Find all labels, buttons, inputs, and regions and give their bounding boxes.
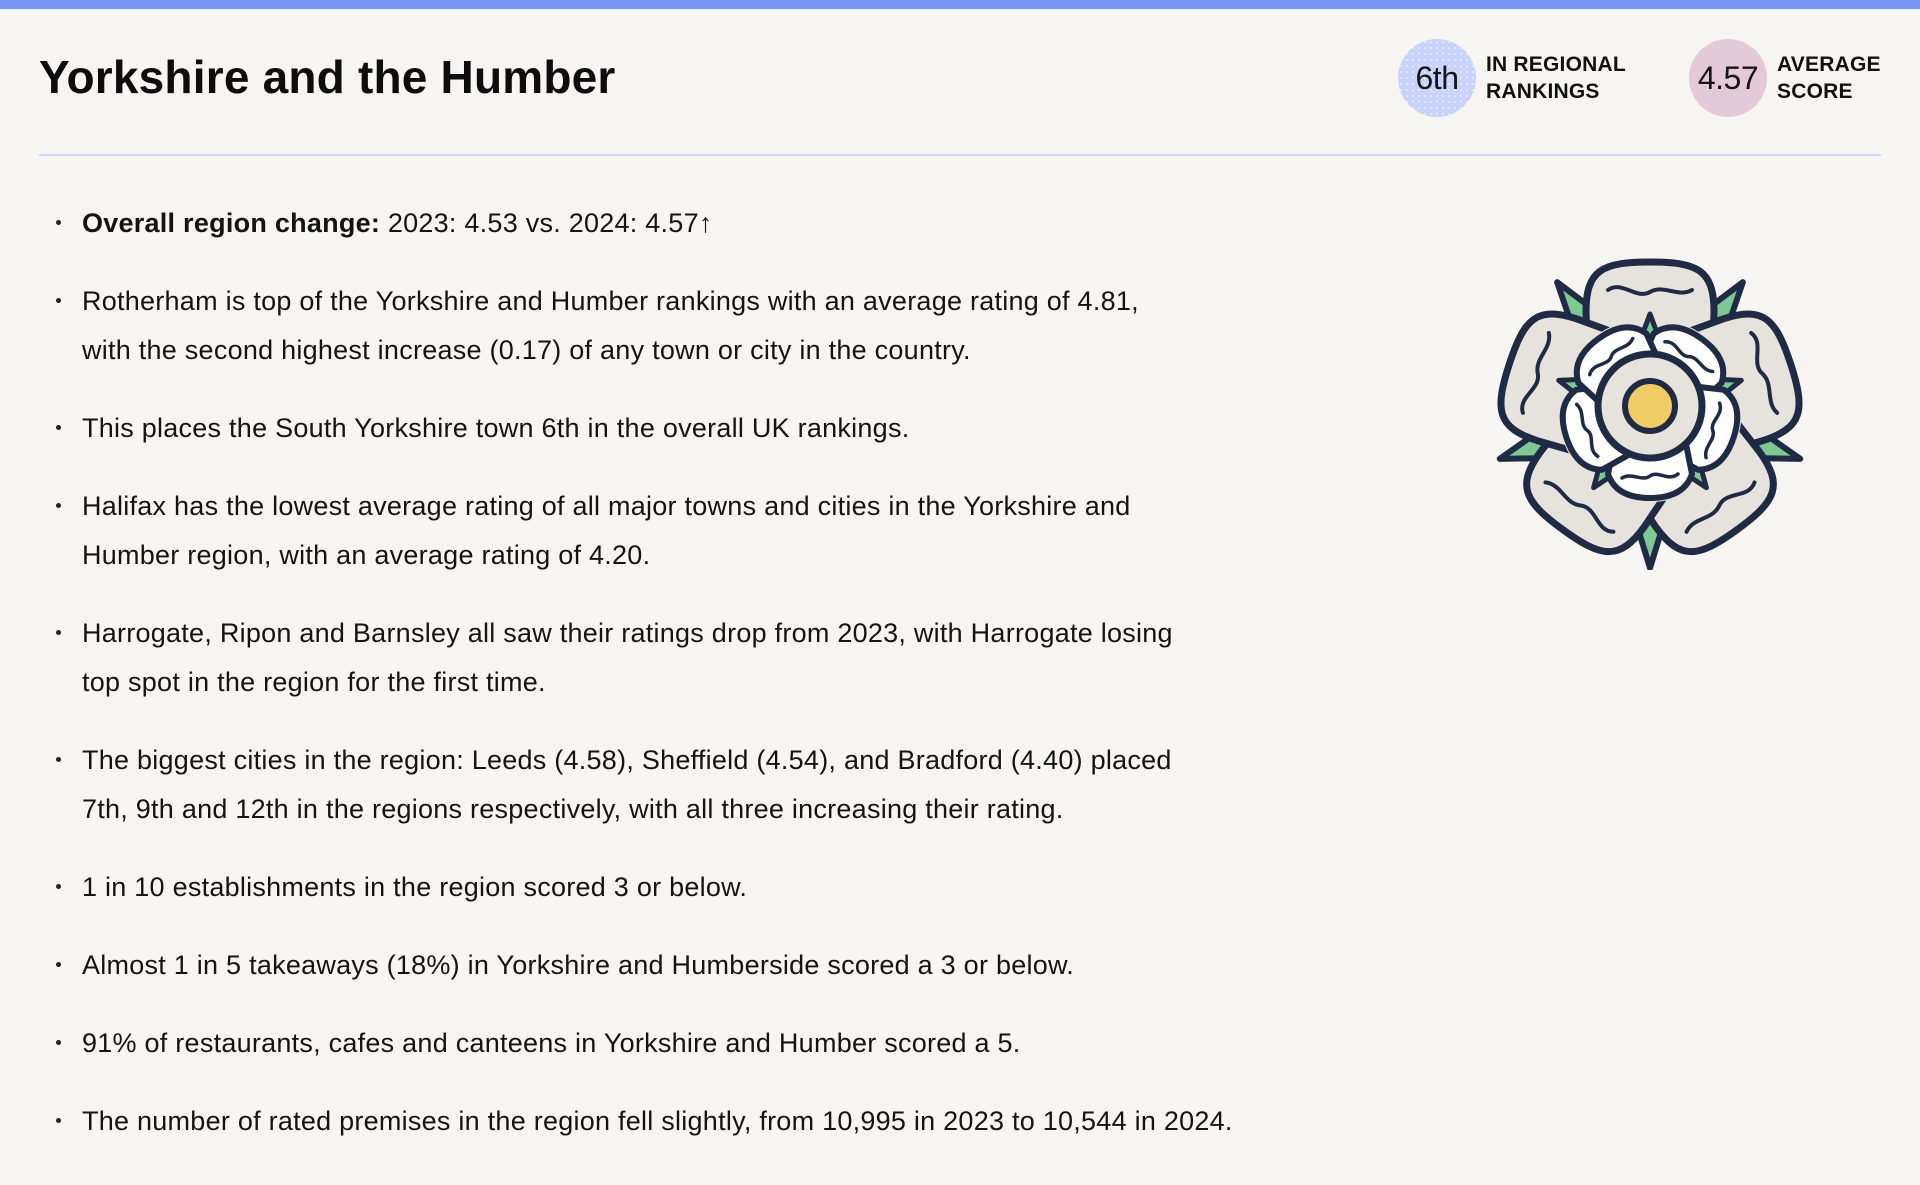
list-item bbox=[50, 736, 1450, 834]
header-divider bbox=[39, 154, 1881, 156]
score-label-line1: AVERAGE bbox=[1777, 53, 1881, 76]
bullet-icon bbox=[56, 298, 61, 303]
list-item-line bbox=[82, 199, 1450, 248]
list-item-bold-label: Overall region change: bbox=[82, 208, 381, 238]
bullet-icon bbox=[56, 1118, 61, 1123]
bullet-icon bbox=[56, 630, 61, 635]
bullet-icon bbox=[56, 220, 61, 225]
score-label-line2: SCORE bbox=[1777, 80, 1853, 103]
list-item bbox=[50, 404, 1450, 453]
list-item-line: 1 in 10 establishments in the region scored 3 or below. bbox=[82, 872, 748, 902]
list-item bbox=[50, 277, 1450, 375]
bullet-icon bbox=[56, 425, 61, 430]
bullet-icon bbox=[56, 884, 61, 889]
list-item bbox=[50, 1097, 1450, 1146]
list-item bbox=[50, 1019, 1450, 1068]
list-item-line: Harrogate, Ripon and Barnsley all saw their ratings drop from 2023, with Harrogate losing bbox=[82, 618, 1173, 648]
average-score-stat bbox=[1689, 38, 1881, 118]
list-item bbox=[50, 863, 1450, 912]
list-item-line: The number of rated premises in the region fell slightly, from 10,995 in 2023 to 10,544 in 2024. bbox=[82, 1106, 1233, 1136]
ranking-label-line1: IN REGIONAL bbox=[1486, 53, 1626, 76]
list-item-line: The biggest cities in the region: Leeds (4.58), Sheffield (4.54), and Bradford (4.40) placed bbox=[82, 745, 1172, 775]
list-item-line: Halifax has the lowest average rating of all major towns and cities in the Yorkshire and bbox=[82, 491, 1131, 521]
list-item-line: top spot in the region for the first time. bbox=[82, 667, 546, 697]
bullet-icon bbox=[56, 962, 61, 967]
score-badge: 4.57 bbox=[1689, 39, 1767, 117]
ranking-label bbox=[1486, 51, 1626, 105]
key-findings-list bbox=[50, 199, 1450, 1175]
list-item bbox=[50, 482, 1450, 580]
score-label bbox=[1777, 51, 1881, 105]
list-item-line: with the second highest increase (0.17) of any town or city in the country. bbox=[82, 335, 971, 365]
list-item-line: Rotherham is top of the Yorkshire and Humber rankings with an average rating of 4.81, bbox=[82, 286, 1139, 316]
list-item bbox=[50, 199, 1450, 248]
bullet-icon bbox=[56, 503, 61, 508]
page-title: Yorkshire and the Humber bbox=[39, 51, 616, 103]
list-item-line: 7th, 9th and 12th in the regions respectively, with all three increasing their rating. bbox=[82, 794, 1064, 824]
list-item-line: Almost 1 in 5 takeaways (18%) in Yorkshire and Humberside scored a 3 or below. bbox=[82, 950, 1075, 980]
yorkshire-rose-icon bbox=[1490, 250, 1810, 570]
list-item-line: This places the South Yorkshire town 6th in the overall UK rankings. bbox=[82, 413, 910, 443]
list-item-line: 91% of restaurants, cafes and canteens in Yorkshire and Humber scored a 5. bbox=[82, 1028, 1021, 1058]
top-accent-bar bbox=[0, 0, 1920, 9]
ranking-label-line2: RANKINGS bbox=[1486, 80, 1600, 103]
bullet-icon bbox=[56, 757, 61, 762]
list-item-line: Humber region, with an average rating of 4.20. bbox=[82, 540, 651, 570]
regional-ranking-stat bbox=[1398, 38, 1626, 118]
list-item-text: 2023: 4.53 vs. 2024: 4.57↑ bbox=[380, 208, 713, 238]
list-item bbox=[50, 941, 1450, 990]
bullet-icon bbox=[56, 1040, 61, 1045]
ranking-badge: 6th bbox=[1398, 39, 1476, 117]
list-item bbox=[50, 609, 1450, 707]
